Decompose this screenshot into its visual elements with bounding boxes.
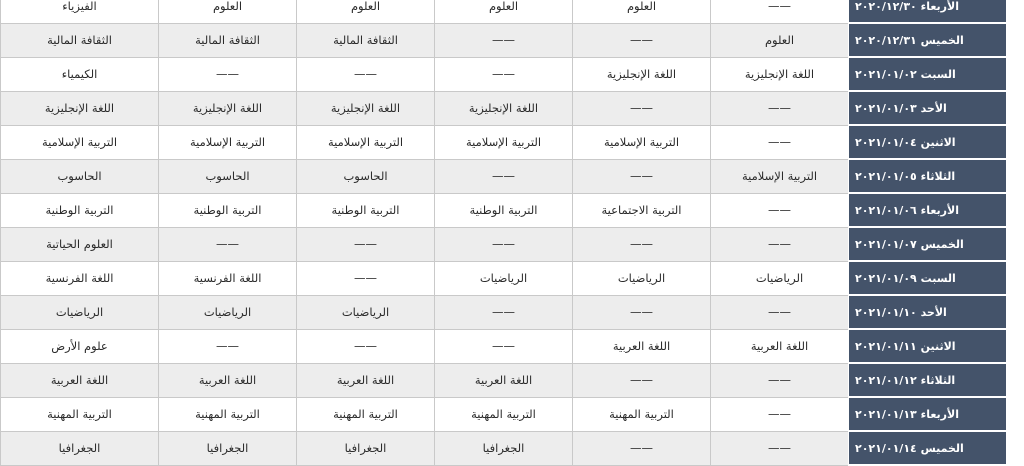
date-cell: الاثنين ٢٠٢١/٠١/١١ bbox=[849, 329, 1007, 363]
subject-cell: —— bbox=[159, 227, 297, 261]
subject-cell: العلوم bbox=[711, 23, 849, 57]
subject-cell: اللغة الفرنسية bbox=[159, 261, 297, 295]
subject-cell: —— bbox=[297, 57, 435, 91]
schedule-rows bbox=[1, 0, 1007, 465]
subject-cell: الجغرافيا bbox=[159, 431, 297, 465]
subject-cell: —— bbox=[435, 23, 573, 57]
date-cell: الثلاثاء ٢٠٢١/٠١/٠٥ bbox=[849, 159, 1007, 193]
subject-cell: —— bbox=[435, 295, 573, 329]
subject-cell: الرياضيات bbox=[711, 261, 849, 295]
subject-cell: الجغرافيا bbox=[1, 431, 159, 465]
subject-cell: —— bbox=[573, 91, 711, 125]
subject-cell: اللغة الإنجليزية bbox=[573, 57, 711, 91]
subject-cell: الحاسوب bbox=[297, 159, 435, 193]
subject-cell: الكيمياء bbox=[1, 57, 159, 91]
subject-cell: اللغة الإنجليزية bbox=[711, 57, 849, 91]
subject-cell: التربية الإسلامية bbox=[159, 125, 297, 159]
subject-cell: اللغة الإنجليزية bbox=[435, 91, 573, 125]
date-cell: الخميس ٢٠٢١/٠١/٠٧ bbox=[849, 227, 1007, 261]
subject-cell: العلوم الحياتية bbox=[1, 227, 159, 261]
table-row bbox=[1, 397, 1007, 431]
subject-cell: —— bbox=[573, 431, 711, 465]
subject-cell: التربية المهنية bbox=[297, 397, 435, 431]
subject-cell: اللغة العربية bbox=[435, 363, 573, 397]
subject-cell: التربية الإسلامية bbox=[435, 125, 573, 159]
subject-cell: —— bbox=[297, 261, 435, 295]
subject-cell: التربية الإسلامية bbox=[573, 125, 711, 159]
date-cell: السبت ٢٠٢١/٠١/٠٢ bbox=[849, 57, 1007, 91]
subject-cell: الرياضيات bbox=[159, 295, 297, 329]
subject-cell: التربية المهنية bbox=[1, 397, 159, 431]
date-cell: الأربعاء ٢٠٢١/٠١/١٣ bbox=[849, 397, 1007, 431]
subject-cell: الثقافة المالية bbox=[159, 23, 297, 57]
page-edge bbox=[1008, 0, 1024, 460]
subject-cell: —— bbox=[573, 227, 711, 261]
date-cell: الأربعاء ٢٠٢١/٠١/٠٦ bbox=[849, 193, 1007, 227]
table-row bbox=[1, 261, 1007, 295]
subject-cell: —— bbox=[711, 363, 849, 397]
subject-cell: التربية الوطنية bbox=[297, 193, 435, 227]
table-row bbox=[1, 227, 1007, 261]
date-cell: الخميس ٢٠٢٠/١٢/٣١ bbox=[849, 23, 1007, 57]
subject-cell: الحاسوب bbox=[1, 159, 159, 193]
subject-cell: —— bbox=[435, 159, 573, 193]
date-cell: السبت ٢٠٢١/٠١/٠٩ bbox=[849, 261, 1007, 295]
subject-cell: اللغة العربية bbox=[159, 363, 297, 397]
subject-cell: —— bbox=[711, 431, 849, 465]
subject-cell: اللغة الفرنسية bbox=[1, 261, 159, 295]
date-cell: الخميس ٢٠٢١/٠١/١٤ bbox=[849, 431, 1007, 465]
subject-cell: اللغة العربية bbox=[297, 363, 435, 397]
subject-cell: العلوم bbox=[573, 0, 711, 23]
date-cell: الثلاثاء ٢٠٢١/٠١/١٢ bbox=[849, 363, 1007, 397]
subject-cell: التربية المهنية bbox=[435, 397, 573, 431]
subject-cell: —— bbox=[297, 329, 435, 363]
subject-cell: الثقافة المالية bbox=[297, 23, 435, 57]
table-row bbox=[1, 125, 1007, 159]
table-row bbox=[1, 329, 1007, 363]
subject-cell: الجغرافيا bbox=[435, 431, 573, 465]
subject-cell: الحاسوب bbox=[159, 159, 297, 193]
subject-cell: —— bbox=[159, 329, 297, 363]
subject-cell: اللغة الإنجليزية bbox=[159, 91, 297, 125]
subject-cell: اللغة الإنجليزية bbox=[297, 91, 435, 125]
subject-cell: —— bbox=[573, 363, 711, 397]
subject-cell: الثقافة المالية bbox=[1, 23, 159, 57]
table-row bbox=[1, 159, 1007, 193]
subject-cell: —— bbox=[711, 0, 849, 23]
subject-cell: —— bbox=[297, 227, 435, 261]
subject-cell: العلوم bbox=[435, 0, 573, 23]
table-row bbox=[1, 363, 1007, 397]
subject-cell: الفيزياء bbox=[1, 0, 159, 23]
subject-cell: —— bbox=[573, 23, 711, 57]
table-row bbox=[1, 193, 1007, 227]
subject-cell: الرياضيات bbox=[573, 261, 711, 295]
subject-cell: التربية المهنية bbox=[573, 397, 711, 431]
table-row bbox=[1, 295, 1007, 329]
date-cell: الأربعاء ٢٠٢٠/١٢/٣٠ bbox=[849, 0, 1007, 23]
subject-cell: التربية الاجتماعية bbox=[573, 193, 711, 227]
subject-cell: —— bbox=[573, 295, 711, 329]
subject-cell: الجغرافيا bbox=[297, 431, 435, 465]
subject-cell: —— bbox=[435, 329, 573, 363]
subject-cell: الرياضيات bbox=[435, 261, 573, 295]
subject-cell: التربية الإسلامية bbox=[711, 159, 849, 193]
subject-cell: التربية المهنية bbox=[159, 397, 297, 431]
subject-cell: —— bbox=[711, 295, 849, 329]
subject-cell: الرياضيات bbox=[1, 295, 159, 329]
subject-cell: —— bbox=[711, 125, 849, 159]
table-row bbox=[1, 57, 1007, 91]
subject-cell: التربية الوطنية bbox=[435, 193, 573, 227]
subject-cell: التربية الوطنية bbox=[159, 193, 297, 227]
subject-cell: العلوم bbox=[297, 0, 435, 23]
subject-cell: —— bbox=[573, 159, 711, 193]
subject-cell: اللغة الإنجليزية bbox=[1, 91, 159, 125]
subject-cell: الرياضيات bbox=[297, 295, 435, 329]
subject-cell: —— bbox=[159, 57, 297, 91]
subject-cell: التربية الإسلامية bbox=[1, 125, 159, 159]
date-cell: الأحد ٢٠٢١/٠١/١٠ bbox=[849, 295, 1007, 329]
table-row bbox=[1, 0, 1007, 23]
date-cell: الاثنين ٢٠٢١/٠١/٠٤ bbox=[849, 125, 1007, 159]
subject-cell: —— bbox=[711, 193, 849, 227]
subject-cell: اللغة العربية bbox=[1, 363, 159, 397]
table-row bbox=[1, 91, 1007, 125]
subject-cell: —— bbox=[711, 91, 849, 125]
subject-cell: —— bbox=[711, 397, 849, 431]
subject-cell: —— bbox=[711, 227, 849, 261]
table-row bbox=[1, 23, 1007, 57]
subject-cell: التربية الإسلامية bbox=[297, 125, 435, 159]
date-cell: الأحد ٢٠٢١/٠١/٠٣ bbox=[849, 91, 1007, 125]
subject-cell: اللغة العربية bbox=[573, 329, 711, 363]
subject-cell: التربية الوطنية bbox=[1, 193, 159, 227]
subject-cell: علوم الأرض bbox=[1, 329, 159, 363]
subject-cell: العلوم bbox=[159, 0, 297, 23]
subject-cell: —— bbox=[435, 57, 573, 91]
subject-cell: اللغة العربية bbox=[711, 329, 849, 363]
subject-cell: —— bbox=[435, 227, 573, 261]
